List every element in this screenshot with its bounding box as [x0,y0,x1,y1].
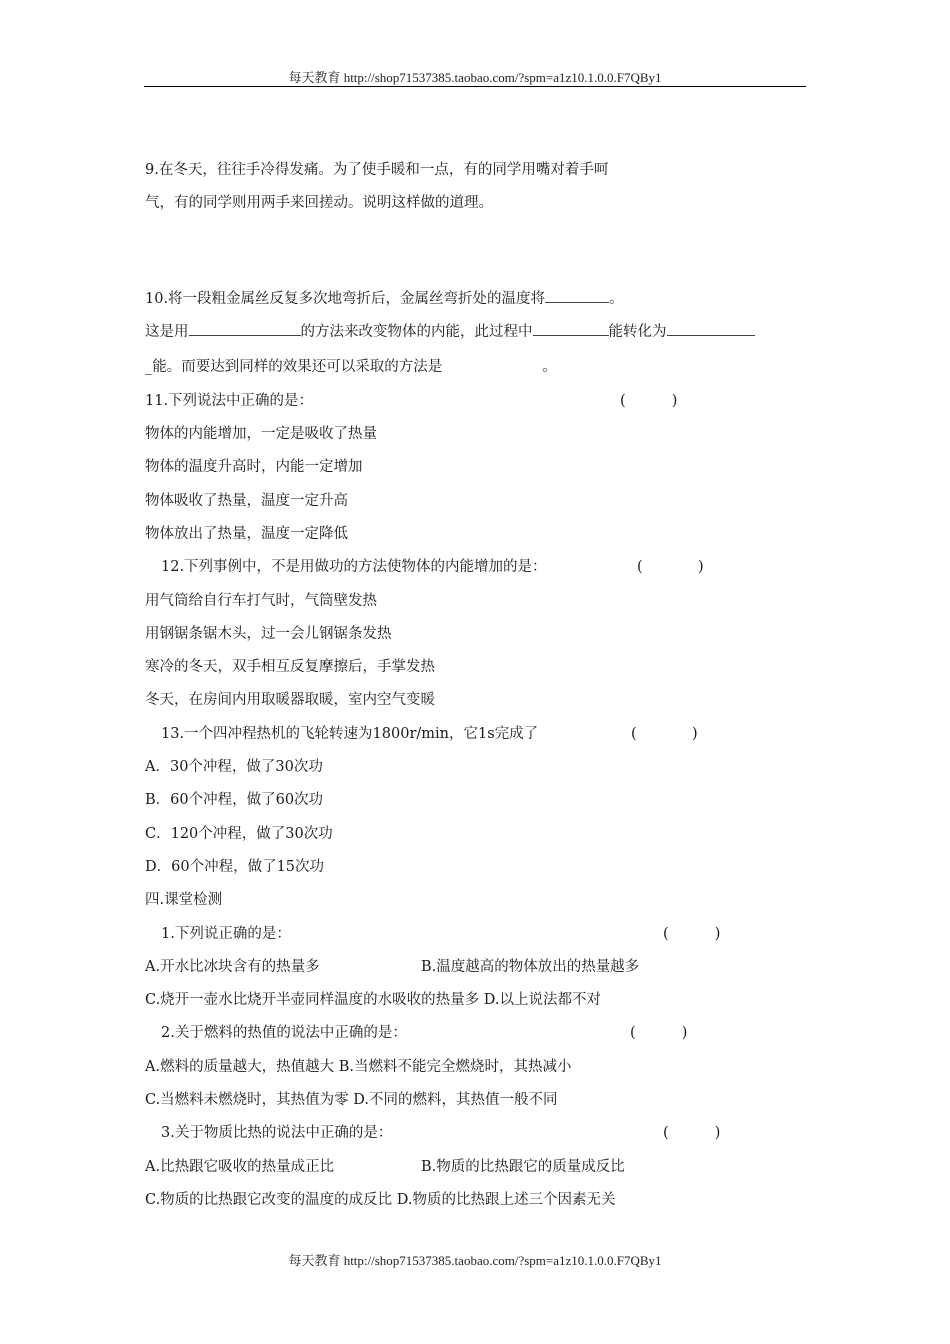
q10-blank-2[interactable] [189,321,301,336]
q12-option-a: 用气筒给自行车打气时，气筒壁发热 [145,593,377,609]
q12-option-c: 寒冷的冬天，双手相互反复摩擦后，手掌发热 [145,659,435,675]
c2-stem: 2.关于燃料的热值的说法中正确的是： [161,1025,407,1041]
c1-stem: 1.下列说正确的是： [161,926,291,942]
q10-text-2a: 这是用 [145,324,189,340]
c3-option-a: A.比热跟它吸收的热量成正比 [145,1159,335,1175]
q12-stem: 12.下列事例中，不是用做功的方法使物体的内能增加的是： [161,559,547,575]
q13-answer-paren[interactable]: ( ) [631,726,698,742]
q10-text-2b: 的方法来改变物体的内能，此过程中 [300,324,533,340]
c1-answer-paren[interactable]: ( ) [663,926,721,942]
q12-answer-paren[interactable]: ( ) [637,559,704,575]
section4-title: 四.课堂检测 [145,892,223,908]
q10-text-1b: 。 [609,291,624,307]
c1-option-cd: C.烧开一壶水比烧开半壶同样温度的水吸收的热量多 D.以上说法都不对 [145,992,602,1008]
q10-text-1a: 10.将一段粗金属丝反复多次地弯折后，金属丝弯折处的温度将 [145,291,546,307]
q13-option-d: D．60个冲程，做了15次功 [145,859,325,875]
c1-option-a: A.开水比冰块含有的热量多 [145,959,320,975]
c2-answer-paren[interactable]: ( ) [630,1025,688,1041]
c3-option-cd: C.物质的比热跟它改变的温度的成反比 D.物质的比热跟上述三个因素无关 [145,1192,616,1208]
q10-blank-4[interactable] [667,321,755,336]
q10-text-3a: _能。而要达到同样的效果还可以采取的方法是 [145,359,443,375]
q13-option-a: A．30个冲程，做了30次功 [145,759,323,775]
q9-line2: 气，有的同学则用两手来回搓动。说明这样做的道理。 [145,195,493,211]
q9-line1: 9.在冬天，往往手冷得发痛。为了使手暖和一点，有的同学用嘴对着手呵 [145,162,609,178]
c2-option-cd: C.当燃料未燃烧时，其热值为零 D.不同的燃料，其热值一般不同 [145,1092,558,1108]
q10-line1 [145,288,624,308]
q10-text-3b: 。 [542,359,557,375]
q10-blank-3[interactable] [533,321,609,336]
q11-option-d: 物体放出了热量，温度一定降低 [145,526,348,542]
q11-option-a: 物体的内能增加，一定是吸收了热量 [145,426,377,442]
q11-option-c: 物体吸收了热量，温度一定升高 [145,493,348,509]
q13-option-c: C．120个冲程，做了30次功 [145,826,333,842]
c1-option-b: B.温度越高的物体放出的热量越多 [421,959,640,975]
q10-blank-1[interactable] [545,288,609,303]
q11-option-b: 物体的温度升高时，内能一定增加 [145,459,363,475]
q13-stem: 13.一个四冲程热机的飞轮转速为1800r/min，它1s完成了 [161,726,539,742]
header-rule [144,86,806,87]
q10-line3 [145,358,557,376]
c3-option-b: B.物质的比热跟它的质量成反比 [421,1159,625,1175]
q13-option-b: B．60个冲程，做了60次功 [145,792,324,808]
c3-stem: 3.关于物质比热的说法中正确的是： [161,1125,393,1141]
page-footer: 每天教育 http://shop71537385.taobao.com/?spm=a1z10.1.0.0.F7QBy1 [288,1253,662,1268]
q11-answer-paren[interactable]: ( ) [620,393,678,409]
c2-option-ab: A.燃料的质量越大，热值越大 B.当燃料不能完全燃烧时，其热减小 [145,1059,572,1075]
q12-option-b: 用钢锯条锯木头，过一会儿钢锯条发热 [145,626,392,642]
q12-option-d: 冬天，在房间内用取暖器取暖，室内空气变暖 [145,692,435,708]
q10-line2 [145,321,755,341]
c3-answer-paren[interactable]: ( ) [663,1125,721,1141]
q10-text-2c: 能转化为 [608,324,667,340]
page-header: 每天教育 http://shop71537385.taobao.com/?spm=a1z10.1.0.0.F7QBy1 [288,70,662,85]
q11-stem: 11.下列说法中正确的是： [145,393,314,409]
